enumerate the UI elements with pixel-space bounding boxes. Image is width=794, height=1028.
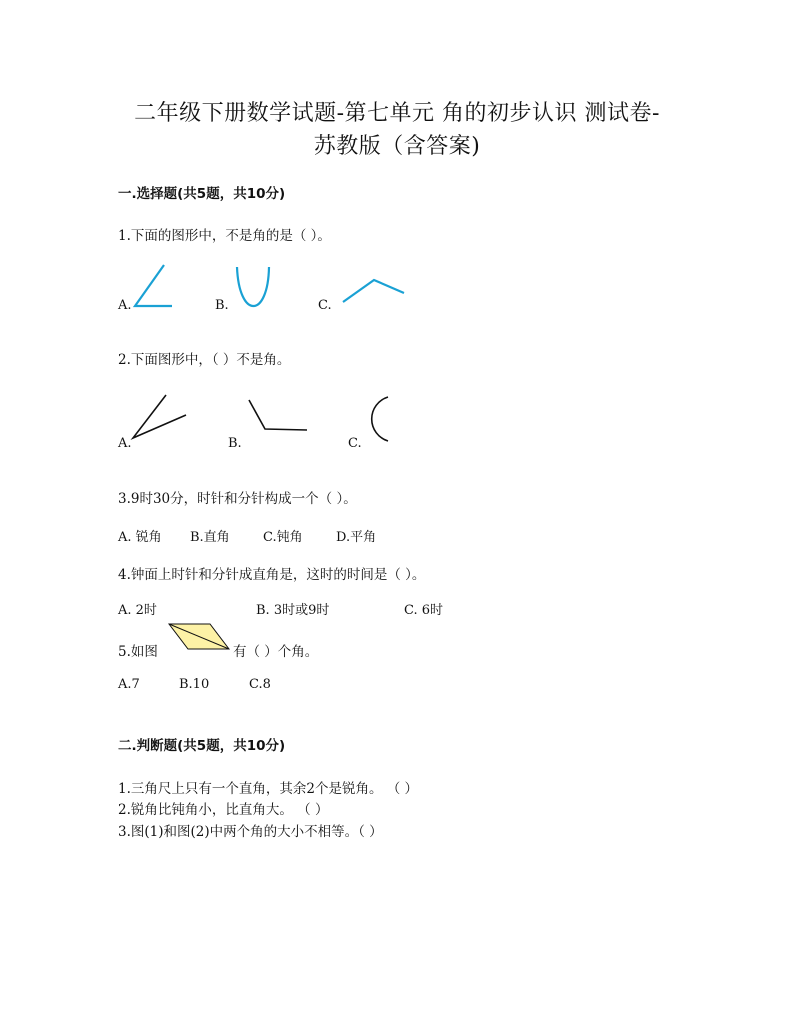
q5-option-c: C.8 (249, 677, 271, 692)
q1-angle-figure-a (130, 262, 180, 312)
question-1-text: 1.下面的图形中，不是角的是（ ）。 (118, 228, 331, 244)
q1-option-c-label: C. (318, 298, 332, 313)
question-5-suffix: 有（ ）个角。 (233, 644, 319, 660)
q4-option-c: C. 6时 (404, 603, 444, 618)
question-2-text: 2.下面图形中，（ ）不是角。 (118, 352, 291, 368)
q1-option-b-label: B. (215, 298, 229, 313)
judgement-item-1: 1.三角尺上只有一个直角，其余2个是锐角。 （ ） (118, 781, 419, 797)
judgement-item-2: 2.锐角比钝角小，比直角大。 （ ） (118, 802, 329, 818)
q2-arc-figure-c (360, 394, 396, 446)
q1-option-a-label: A. (118, 298, 132, 313)
parallelogram-figure (166, 622, 232, 652)
q4-option-b: B. 3时或9时 (256, 603, 330, 618)
q3-option-d: D.平角 (336, 530, 377, 545)
q2-option-a-label: A. (118, 436, 132, 451)
q5-option-a: A.7 (118, 677, 140, 692)
question-3-text: 3.9时30分，时针和分针构成一个（ ）。 (118, 491, 357, 507)
q3-option-c: C.钝角 (263, 530, 303, 545)
q2-angle-figure-a (128, 392, 192, 444)
judgement-item-3: 3.图(1)和图(2)中两个角的大小不相等。（ ） (118, 824, 383, 840)
q2-option-b-label: B. (228, 436, 242, 451)
q4-option-a: A. 2时 (118, 603, 157, 618)
q3-option-b: B.直角 (190, 530, 230, 545)
q1-angle-figure-c (340, 272, 410, 306)
question-4-text: 4.钟面上时针和分针成直角是，这时的时间是（ ）。 (118, 567, 426, 583)
question-5-prefix: 5.如图 (118, 644, 158, 660)
q5-option-b: B.10 (179, 677, 210, 692)
section-heading-choice: 一.选择题(共5题，共10分) (118, 186, 286, 202)
page-title-line-1: 二年级下册数学试题-第七单元 角的初步认识 测试卷- (134, 101, 660, 126)
section-heading-judgement: 二.判断题(共5题，共10分) (118, 738, 286, 754)
q1-curve-figure-b (232, 264, 276, 314)
page-title-line-2: 苏教版（含答案) (313, 134, 481, 159)
q2-option-c-label: C. (348, 436, 362, 451)
q3-option-a: A. 锐角 (118, 530, 162, 545)
q2-angle-figure-b (245, 396, 311, 436)
